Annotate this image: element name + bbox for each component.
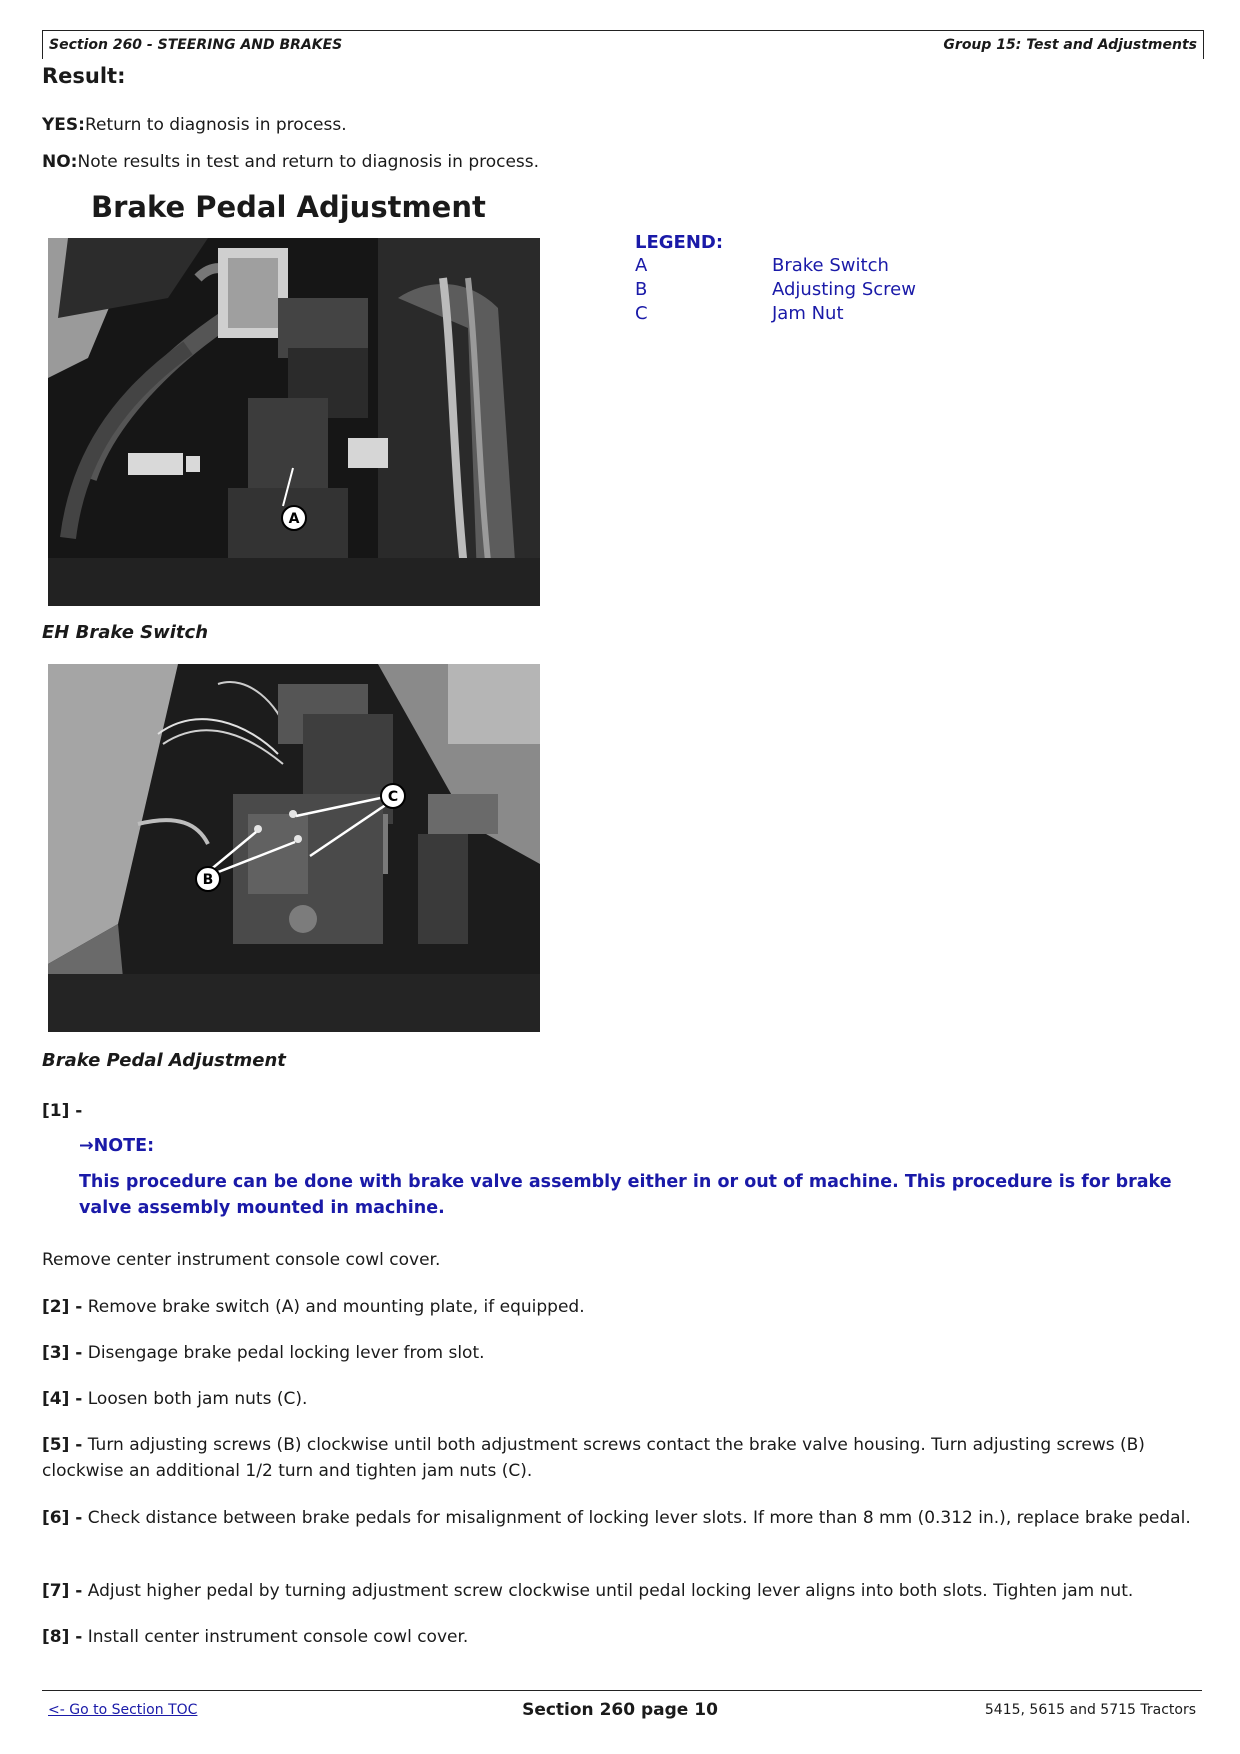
footer-divider (42, 1690, 1202, 1691)
step-7: [7] - Adjust higher pedal by turning adjustment screw clockwise until pedal locking lever aligns into both slots. Tighten jam nut. (42, 1581, 1134, 1601)
result-yes: YES:Return to diagnosis in process. (42, 115, 347, 135)
figure-caption: Brake Pedal Adjustment (42, 1050, 286, 1071)
legend-item: C Jam Nut (635, 303, 844, 324)
step-8: [8] - Install center instrument console cowl cover. (42, 1627, 469, 1647)
photo-eh-brake-switch (48, 238, 540, 606)
result-heading: Result: (42, 64, 126, 88)
step-1-label: [1] - (42, 1101, 83, 1121)
header-group: Group 15: Test and Adjustments (943, 37, 1197, 53)
step-6: [6] - Check distance between brake pedals for misalignment of locking lever slots. If more than 8 mm (0.312 in.), replace brake pedal. (42, 1508, 1191, 1528)
note-title: →NOTE: (79, 1136, 155, 1156)
section-toc-link[interactable]: <- Go to Section TOC (48, 1702, 198, 1718)
callout-b: B (202, 872, 214, 888)
page-number: Section 260 page 10 (522, 1700, 718, 1720)
step-5: [5] - Turn adjusting screws (B) clockwise until both adjustment screws contact the brake valve housing. Turn adjusting screws (B) clockwise an additional 1/2 turn and tighten jam nuts (C). (42, 1435, 1145, 1481)
note-text: This procedure can be done with brake valve assembly either in or out of machine. This procedure is for brake valve assembly mounted in machine. (79, 1172, 1172, 1218)
figure-caption: EH Brake Switch (42, 622, 209, 643)
legend-item: A Brake Switch (635, 255, 889, 276)
legend (635, 232, 1055, 327)
page-title: Brake Pedal Adjustment (91, 190, 486, 224)
legend-title: LEGEND: (635, 232, 724, 253)
step-3: [3] - Disengage brake pedal locking lever from slot. (42, 1343, 485, 1363)
photo-brake-pedal-adjustment (48, 664, 540, 1032)
legend-item: B Adjusting Screw (635, 279, 916, 300)
step-2: [2] - Remove brake switch (A) and mounting plate, if equipped. (42, 1297, 585, 1317)
step-4: [4] - Loosen both jam nuts (C). (42, 1389, 308, 1409)
header-section: Section 260 - STEERING AND BRAKES (49, 37, 343, 53)
step-1-text: Remove center instrument console cowl cover. (42, 1250, 441, 1270)
footer-model: 5415, 5615 and 5715 Tractors (984, 1702, 1196, 1718)
callout-a: A (288, 511, 300, 527)
result-no: NO:Note results in test and return to diagnosis in process. (42, 152, 540, 172)
callout-c: C (387, 789, 399, 805)
page-header (42, 30, 1204, 59)
